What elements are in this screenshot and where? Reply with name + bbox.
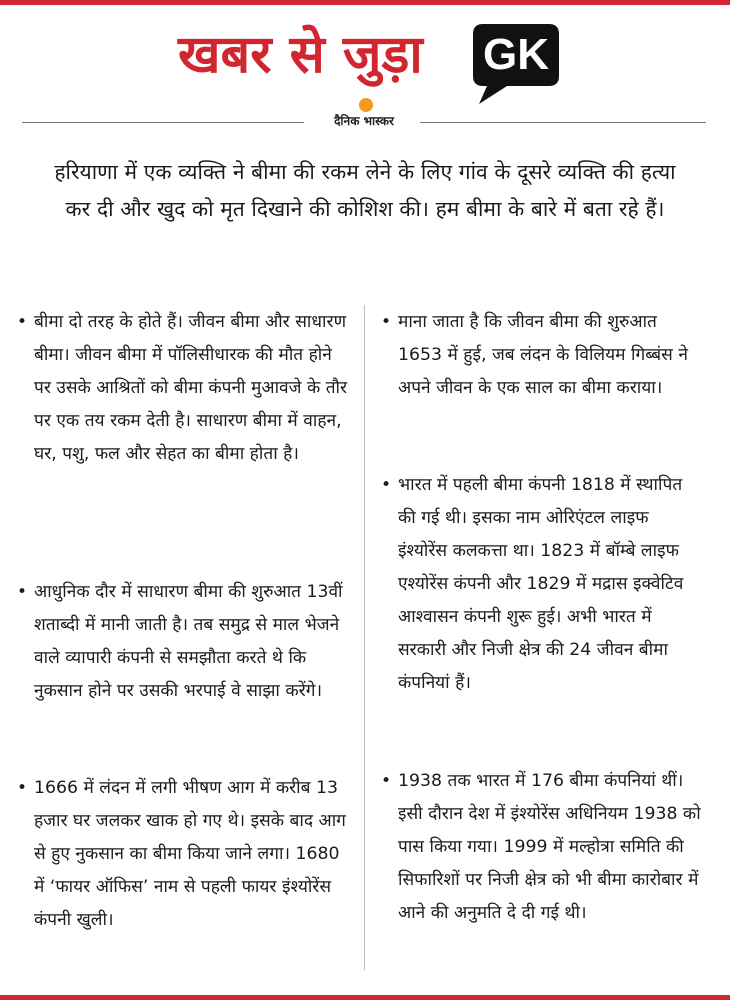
brand-logo: दैनिक भास्कर <box>334 114 394 128</box>
fact-text: आधुनिक दौर में साधारण बीमा की शुरुआत 13वीं शताब्दी में मानी जाती है। तब समुद्र से माल भेजने वाले व्यापारी कंपनी से समझौता करते थे कि नुकसान होने पर उसकी भरपाई वे साझा करेंगे। <box>34 582 343 701</box>
fact-item <box>17 576 352 708</box>
gk-badge-label: GK <box>483 30 549 79</box>
bullet-icon: • <box>381 312 392 332</box>
fact-item <box>381 306 698 405</box>
top-accent-bar <box>0 0 730 5</box>
fact-text: बीमा दो तरह के होते हैं। जीवन बीमा और साधारण बीमा। जीवन बीमा में पॉलिसीधारक की मौत होने पर उसके आश्रितों को बीमा कंपनी मुआवजे के तौर पर एक तय रकम देती है। साधारण बीमा में वाहन, घर, पशु, फल और सेहत का बीमा होता है। <box>34 312 348 464</box>
fact-item <box>381 469 703 700</box>
bullet-icon: • <box>381 771 392 791</box>
header-rule-right <box>420 122 706 123</box>
column-divider <box>364 305 365 970</box>
header-rule-left <box>22 122 304 123</box>
bullet-icon: • <box>17 582 28 602</box>
fact-text: भारत में पहली बीमा कंपनी 1818 में स्थापित की गई थी। इसका नाम ओरिएंटल लाइफ इंश्योरेंस कलकत्ता था। 1823 में बॉम्बे लाइफ एश्योरेंस कंपनी और 1829 में मद्रास इक्वेटिव आश्वासन कंपनी शुरू हुई। अभी भारत में सरकारी और निजी क्षेत्र की 24 जीवन बीमा कंपनियां हैं। <box>398 475 684 693</box>
fact-item <box>17 772 352 937</box>
bottom-accent-bar <box>0 995 730 1000</box>
bullet-icon: • <box>17 778 28 798</box>
brand-logo-dot <box>359 98 373 112</box>
fact-text: माना जाता है कि जीवन बीमा की शुरुआत 1653 में हुई, जब लंदन के विलियम गिब्बंस ने अपने जीवन के एक साल का बीमा कराया। <box>398 312 688 398</box>
fact-text: 1666 में लंदन में लगी भीषण आग में करीब 13 हजार घर जलकर खाक हो गए थे। इसके बाद आग से हुए नुकसान का बीमा किया जाने लगा। 1680 में ‘फायर ऑफिस’ नाम से पहली फायर इंश्योरेंस कंपनी खुली। <box>34 778 346 930</box>
fact-item <box>17 306 352 471</box>
headline: खबर से जुड़ा <box>178 25 423 85</box>
fact-text: 1938 तक भारत में 176 बीमा कंपनियां थीं। इसी दौरान देश में इंश्योरेंस अधिनियम 1938 को पास किया गया। 1999 में मल्होत्रा समिति की सिफारिशों पर निजी क्षेत्र को भी बीमा कारोबार में आने की अनुमति दे दी गई थी। <box>398 771 701 923</box>
bullet-icon: • <box>17 312 28 332</box>
intro-text: हरियाणा में एक व्यक्ति ने बीमा की रकम लेने के लिए गांव के दूसरे व्यक्ति की हत्या कर दी और खुद को मृत दिखाने की कोशिश की। हम बीमा के बारे में बता रहे हैं। <box>54 160 676 221</box>
bullet-icon: • <box>381 475 392 495</box>
fact-item <box>381 765 703 930</box>
